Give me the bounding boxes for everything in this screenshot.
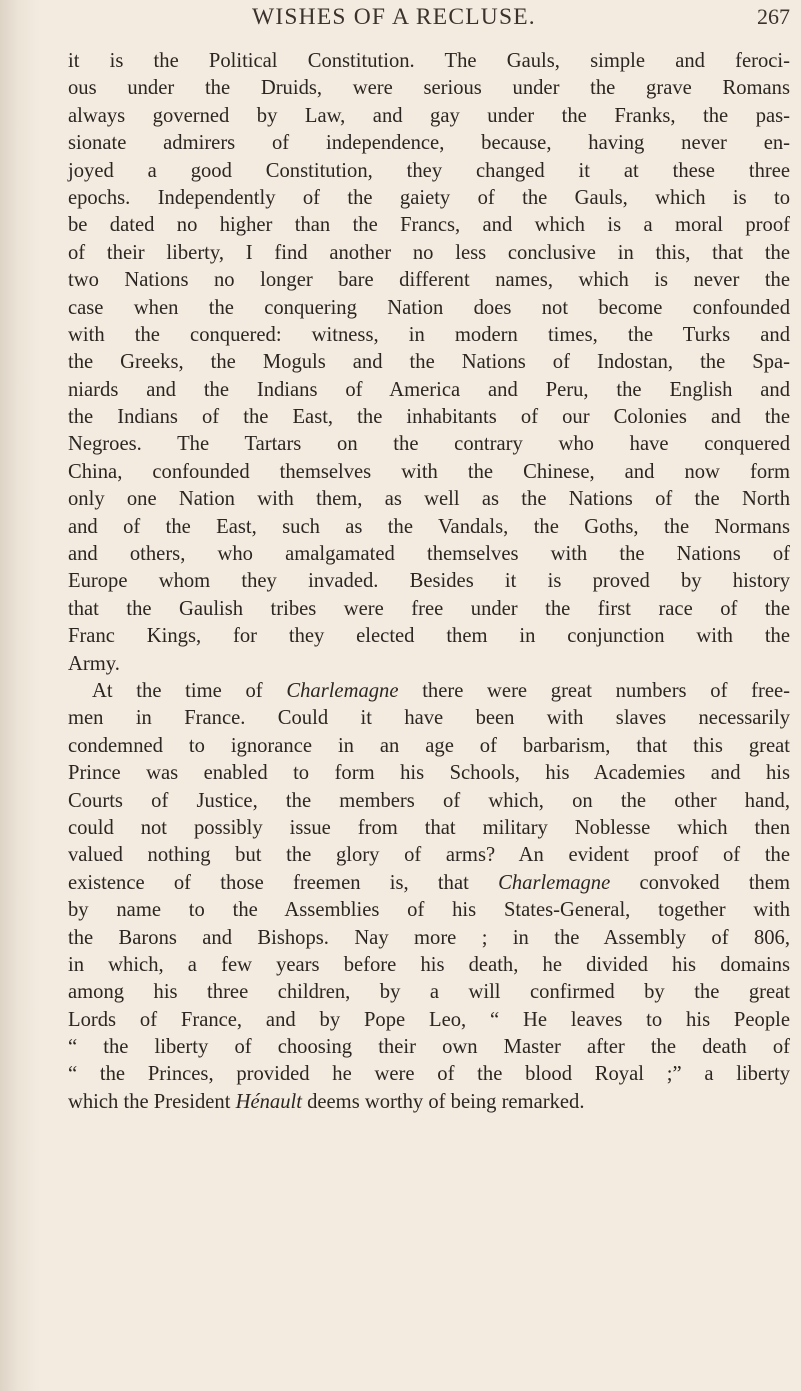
text-line: of their liberty, I find another no less conclusive in this, that the bbox=[68, 241, 790, 264]
text-line: two Nations no longer bare different names, which is never the bbox=[68, 269, 790, 292]
text-line: and of the East, such as the Vandals, the Goths, the Normans bbox=[68, 515, 790, 538]
running-head bbox=[60, 4, 790, 34]
text-line: epochs. Independently of the gaiety of the Gauls, which is to bbox=[68, 186, 790, 209]
italic-name: Charlemagne bbox=[498, 871, 611, 894]
text-line bbox=[68, 678, 790, 705]
text-line: Lords of France, and by Pope Leo, “ He leaves to his People bbox=[68, 1008, 790, 1031]
text-segment: At the time of bbox=[92, 679, 263, 702]
text-line: niards and the Indians of America and Peru, the English and bbox=[68, 378, 790, 401]
text-line: condemned to ignorance in an age of barbarism, that this great bbox=[68, 734, 790, 757]
text-line: the Barons and Bishops. Nay more ; in the Assembly of 806, bbox=[68, 926, 790, 949]
text-line: and others, who amalgamated themselves with the Nations of bbox=[68, 543, 790, 566]
text-segment: convoked them bbox=[639, 871, 791, 894]
text-line: always governed by Law, and gay under the Franks, the pas- bbox=[68, 104, 790, 127]
text-line: the Indians of the East, the inhabitants of our Colonies and the bbox=[68, 406, 790, 429]
text-line: valued nothing but the glory of arms? An evident proof of the bbox=[68, 844, 790, 867]
text-line: in which, a few years before his death, he divided his domains bbox=[68, 953, 790, 976]
text-line: with the conquered: witness, in modern times, the Turks and bbox=[68, 323, 790, 346]
text-line: Courts of Justice, the members of which, on the other hand, bbox=[68, 789, 790, 812]
text-line: “ the liberty of choosing their own Master after the death of bbox=[68, 1036, 790, 1059]
text-line: Negroes. The Tartars on the contrary who have conquered bbox=[68, 433, 790, 456]
text-segment: there were great numbers of free- bbox=[422, 679, 790, 702]
italic-name: Hénault bbox=[235, 1090, 302, 1113]
text-line: by name to the Assemblies of his States-General, together with bbox=[68, 899, 790, 922]
text-line: Europe whom they invaded. Besides it is proved by history bbox=[68, 570, 790, 593]
text-line: Prince was enabled to form his Schools, his Academies and his bbox=[68, 762, 790, 785]
text-line: that the Gaulish tribes were free under the first race of the bbox=[68, 597, 790, 620]
text-line: men in France. Could it have been with slaves necessarily bbox=[68, 707, 790, 730]
text-line: it is the Political Constitution. The Gauls, simple and feroci- bbox=[68, 50, 790, 72]
text-line: sionate admirers of independence, because, having never en- bbox=[68, 132, 790, 155]
running-title: WISHES OF A RECLUSE. bbox=[252, 4, 536, 30]
text-segment: deems worthy of being remarked. bbox=[307, 1090, 585, 1113]
text-line: only one Nation with them, as well as the Nations of the North bbox=[68, 488, 790, 511]
text-line: “ the Princes, provided he were of the blood Royal ;” a liberty bbox=[68, 1063, 790, 1086]
text-line bbox=[68, 1089, 790, 1116]
text-line: Franc Kings, for they elected them in conjunction with the bbox=[68, 625, 790, 648]
text-line: be dated no higher than the Francs, and which is a moral proof bbox=[68, 214, 790, 237]
text-line: the Greeks, the Moguls and the Nations of Indostan, the Spa- bbox=[68, 351, 790, 374]
text-line: China, confounded themselves with the Chinese, and now form bbox=[68, 460, 790, 483]
text-line: Army. bbox=[68, 652, 120, 675]
page-number: 267 bbox=[757, 4, 790, 29]
text-line: could not possibly issue from that military Noblesse which then bbox=[68, 816, 790, 839]
text-line: case when the conquering Nation does not become confounded bbox=[68, 296, 790, 319]
text-line bbox=[68, 870, 790, 897]
text-line: joyed a good Constitution, they changed it at these three bbox=[68, 159, 790, 182]
italic-name: Charlemagne bbox=[286, 679, 399, 702]
text-line: among his three children, by a will confirmed by the great bbox=[68, 981, 790, 1004]
text-line: ous under the Druids, were serious under the grave Romans bbox=[68, 77, 790, 100]
text-segment: which the President bbox=[68, 1090, 231, 1113]
text-segment: existence of those freemen is, that bbox=[68, 871, 469, 894]
body-text bbox=[68, 48, 790, 1116]
